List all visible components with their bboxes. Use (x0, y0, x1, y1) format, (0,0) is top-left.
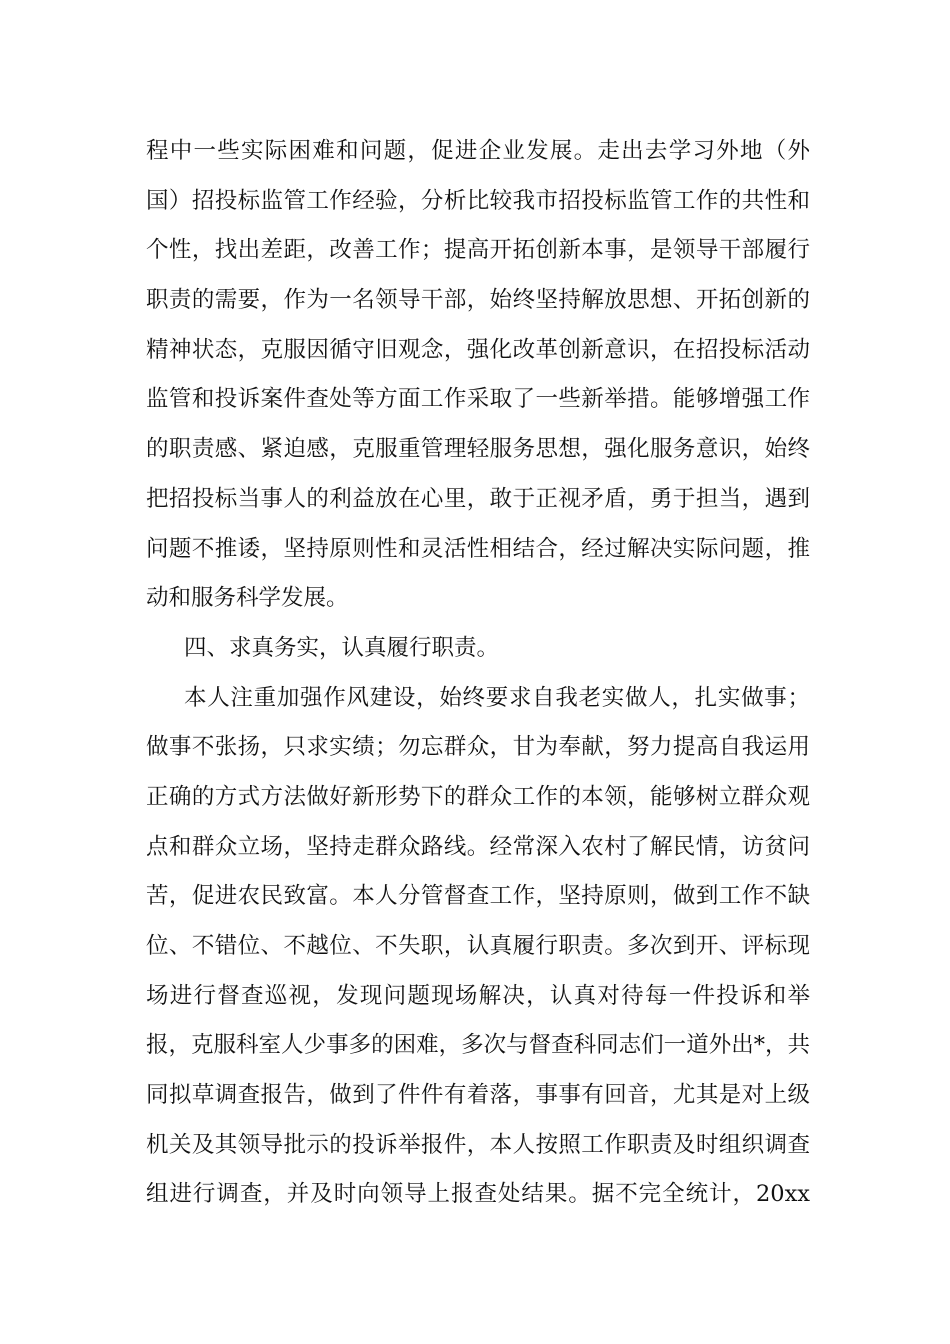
body-text (146, 127, 810, 1220)
paragraph-line: 把招投标当事人的利益放在心里，敢于正视矛盾，勇于担当，遇到 (146, 485, 810, 512)
section-heading: 四、求真务实，认真履行职责。 (184, 634, 500, 661)
paragraph-line: 同拟草调查报告，做到了件件有着落，事事有回音，尤其是对上级 (146, 1082, 810, 1109)
paragraph-line: 个性，找出差距，改善工作；提高开拓创新本事，是领导干部履行 (146, 237, 810, 264)
paragraph-line: 的职责感、紧迫感，克服重管理轻服务思想，强化服务意识，始终 (146, 436, 810, 463)
paragraph-line: 动和服务科学发展。 (146, 585, 349, 612)
paragraph-line: 正确的方式方法做好新形势下的群众工作的本领，能够树立群众观 (146, 783, 810, 810)
paragraph-line: 问题不推诿，坚持原则性和灵活性相结合，经过解决实际问题，推 (146, 535, 810, 562)
paragraph-line: 位、不错位、不越位、不失职，认真履行职责。多次到开、评标现 (146, 933, 810, 959)
paragraph-line: 机关及其领导批示的投诉举报件，本人按照工作职责及时组织调查 (146, 1131, 810, 1158)
paragraph-line: 精神状态，克服因循守旧观念，强化改革创新意识，在招投标活动 (146, 336, 810, 363)
paragraph-line: 监管和投诉案件查处等方面工作采取了一些新举措。能够增强工作 (146, 386, 810, 413)
paragraph-line: 报，克服科室人少事多的困难，多次与督查科同志们一道外出*，共 (146, 1032, 810, 1059)
paragraph-line: 做事不张扬，只求实绩；勿忘群众，甘为奉献，努力提高自我运用 (146, 734, 810, 761)
paragraph-line: 点和群众立场，坚持走群众路线。经常深入农村了解民情，访贫问 (146, 833, 810, 860)
paragraph-line: 国）招投标监管工作经验，分析比较我市招投标监管工作的共性和 (146, 187, 810, 214)
paragraph-line: 程中一些实际困难和问题，促进企业发展。走出去学习外地（外 (146, 138, 810, 164)
paragraph-line: 本人注重加强作风建设，始终要求自我老实做人，扎实做事； (184, 684, 810, 711)
paragraph-line: 场进行督查巡视，发现问题现场解决，认真对待每一件投诉和举 (146, 982, 810, 1009)
paragraph-line: 组进行调查，并及时向领导上报查处结果。据不完全统计，20xx (146, 1181, 810, 1208)
paragraph-line: 职责的需要，作为一名领导干部，始终坚持解放思想、开拓创新的 (146, 287, 810, 314)
paragraph-line: 苦，促进农民致富。本人分管督查工作，坚持原则，做到工作不缺 (146, 883, 810, 910)
